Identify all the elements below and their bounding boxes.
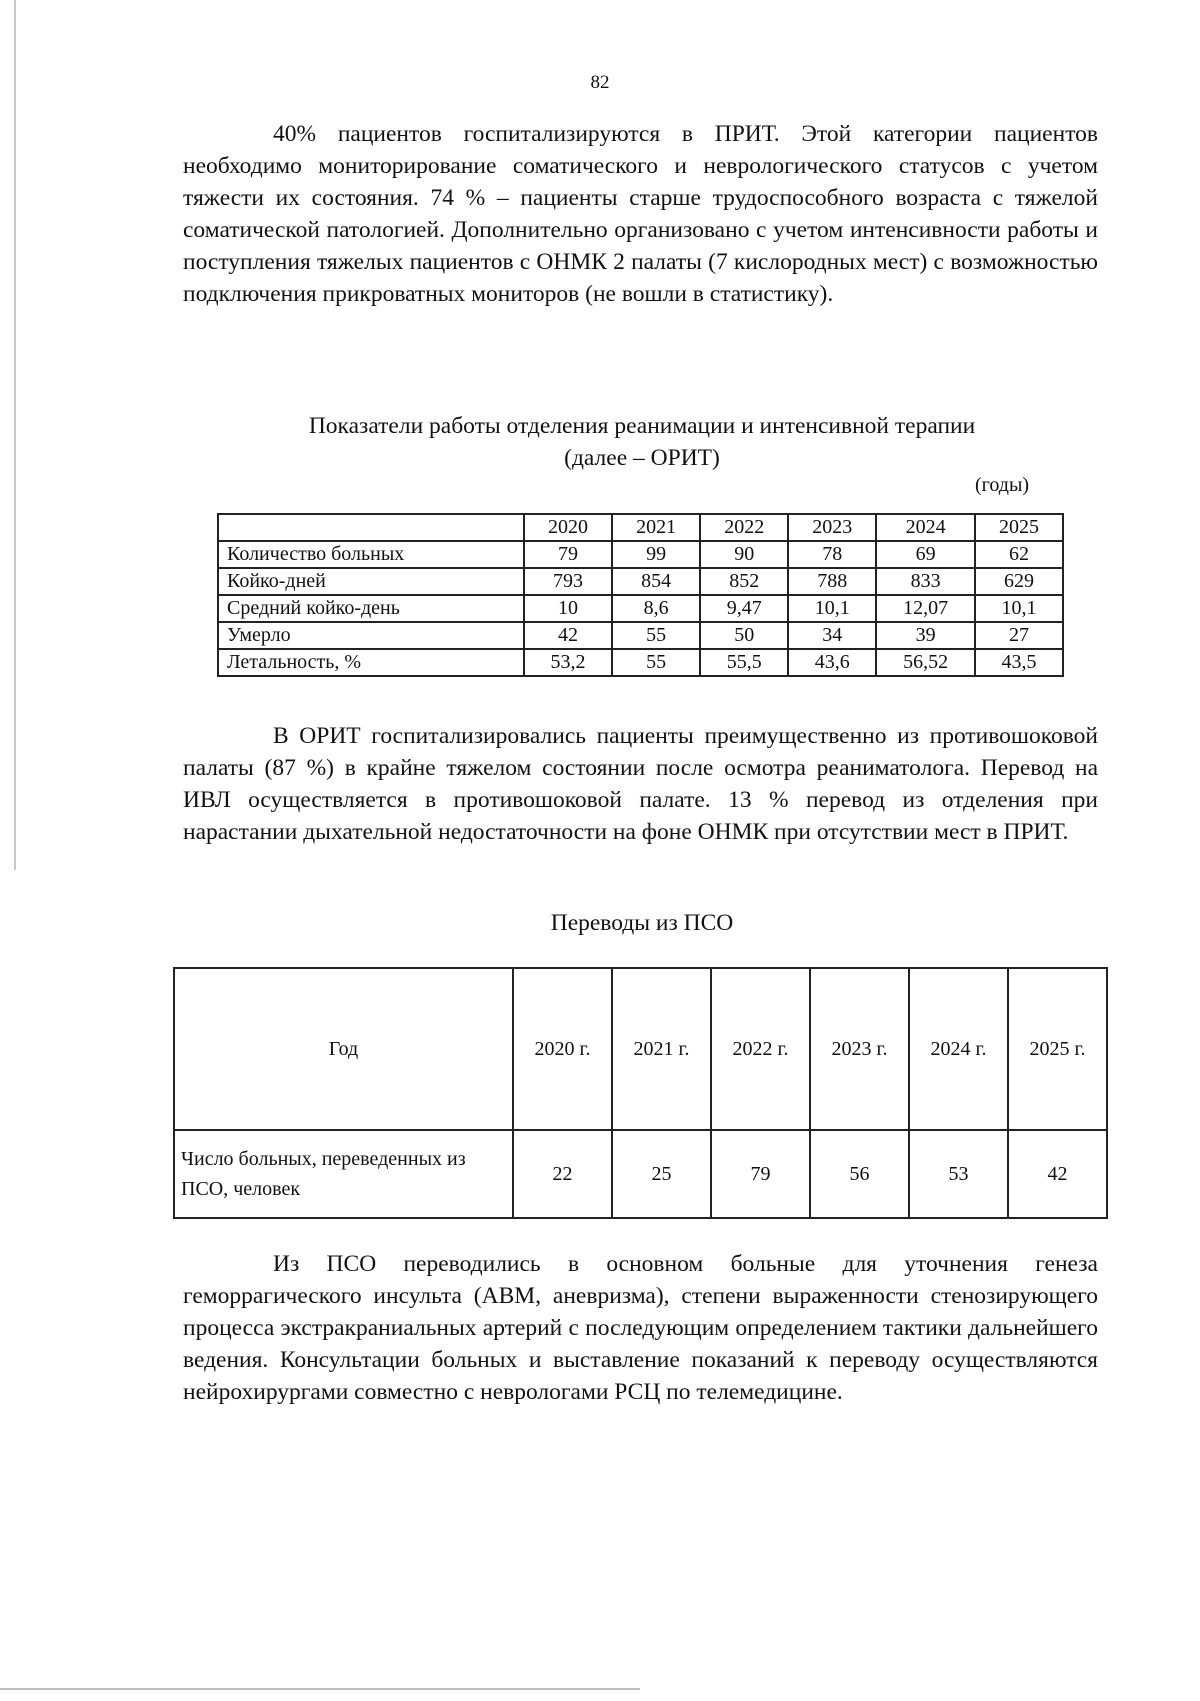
- table-cell: 788: [788, 568, 876, 595]
- table2-header-row: [174, 968, 1107, 1130]
- table-cell: 629: [975, 568, 1063, 595]
- table-cell: 79: [524, 541, 612, 568]
- table-cell: 55: [612, 622, 700, 649]
- table2-year-header: 2022 г.: [711, 968, 810, 1130]
- table-cell: 8,6: [612, 595, 700, 622]
- row-label: Летальность, %: [218, 649, 524, 676]
- table2-year-header: 2024 г.: [909, 968, 1008, 1130]
- table1-corner-cell: [218, 514, 524, 541]
- row-label: Количество больных: [218, 541, 524, 568]
- table2-header-label: Год: [174, 968, 513, 1130]
- paragraph-pso: Из ПСО переводились в основном больные для уточнения генеза геморрагического инсульта (АВМ, аневризма), степени выраженности стенозирующего процесса экстракраниальных артерий с последующим определением тактики дальнейшего ведения. Консультации больных и выставление показаний к переводу осуществляются нейрохирургами совместно с неврологами РСЦ по телемедицине.: [183, 1251, 1098, 1405]
- orit-indicators-table: [217, 513, 1064, 677]
- table-cell: 79: [711, 1130, 810, 1218]
- table1-caption-line2: (далее – ОРИТ): [564, 445, 720, 471]
- table2-caption: Переводы из ПСО: [550, 910, 734, 936]
- table-cell: 56,52: [876, 649, 975, 676]
- row-label: Число больных, переведенных из ПСО, человек: [174, 1130, 513, 1218]
- table-cell: 43,6: [788, 649, 876, 676]
- table-cell: 833: [876, 568, 975, 595]
- table1-year-header: 2024: [876, 514, 975, 541]
- table-cell: 793: [524, 568, 612, 595]
- pso-transfers-table: [173, 967, 1108, 1219]
- table1-caption: [42, 410, 1200, 474]
- table-cell: 12,07: [876, 595, 975, 622]
- table-cell: 69: [876, 541, 975, 568]
- table-cell: 27: [975, 622, 1063, 649]
- row-label: Умерло: [218, 622, 524, 649]
- table-cell: 55: [612, 649, 700, 676]
- scan-margin-line: [14, 0, 16, 870]
- table2-year-header: 2025 г.: [1008, 968, 1107, 1130]
- table-row: [218, 622, 1063, 649]
- table-cell: 42: [524, 622, 612, 649]
- table-cell: 852: [700, 568, 788, 595]
- table-cell: 42: [1008, 1130, 1107, 1218]
- page-number: 82: [590, 72, 610, 93]
- table-row: [218, 541, 1063, 568]
- table-cell: 99: [612, 541, 700, 568]
- table-cell: 53: [909, 1130, 1008, 1218]
- table2-year-header: 2020 г.: [513, 968, 612, 1130]
- table-row: [218, 649, 1063, 676]
- table1-year-header: 2022: [700, 514, 788, 541]
- table-cell: 62: [975, 541, 1063, 568]
- table-cell: 854: [612, 568, 700, 595]
- table-cell: 25: [612, 1130, 711, 1218]
- table-cell: 39: [876, 622, 975, 649]
- table-row: [174, 1130, 1107, 1218]
- table-cell: 90: [700, 541, 788, 568]
- table-cell: 50: [700, 622, 788, 649]
- table1-header-row: [218, 514, 1063, 541]
- table-cell: 9,47: [700, 595, 788, 622]
- table-cell: 53,2: [524, 649, 612, 676]
- table-cell: 55,5: [700, 649, 788, 676]
- paragraph-orit: В ОРИТ госпитализировались пациенты преимущественно из противошоковой палаты (87 %) в крайне тяжелом состоянии после осмотра реаниматолога. Перевод на ИВЛ осуществляется в противошоковой палате. 13 % перевод из отделения при нарастании дыхательной недостаточности на фоне ОНМК при отсутствии мест в ПРИТ.: [183, 723, 1098, 845]
- scan-bottom-line: [0, 1688, 640, 1690]
- table-cell: 43,5: [975, 649, 1063, 676]
- paragraph-prit: 40% пациентов госпитализируются в ПРИТ. Этой категории пациентов необходимо мониторирование соматического и неврологического статусов с учетом тяжести их состояния. 74 % – пациенты старше трудоспособного возраста с тяжелой соматической патологией. Дополнительно организовано с учетом интенсивности работы и поступления тяжелых пациентов с ОНМК 2 палаты (7 кислородных мест) с возможностью подключения прикроватных мониторов (не вошли в статистику).: [183, 121, 1098, 307]
- table1-caption-line1: Показатели работы отделения реанимации и интенсивной терапии: [308, 413, 976, 439]
- table-cell: 10: [524, 595, 612, 622]
- table1-year-header: 2025: [975, 514, 1063, 541]
- table-row: [218, 595, 1063, 622]
- table-cell: 10,1: [975, 595, 1063, 622]
- table1-year-header: 2023: [788, 514, 876, 541]
- table-cell: 10,1: [788, 595, 876, 622]
- table1-units: (годы): [975, 474, 1030, 496]
- table-row: [218, 568, 1063, 595]
- row-label: Койко-дней: [218, 568, 524, 595]
- table-cell: 22: [513, 1130, 612, 1218]
- table-cell: 78: [788, 541, 876, 568]
- table1-year-header: 2021: [612, 514, 700, 541]
- table2-year-header: 2023 г.: [810, 968, 909, 1130]
- table-cell: 56: [810, 1130, 909, 1218]
- table-cell: 34: [788, 622, 876, 649]
- table2-year-header: 2021 г.: [612, 968, 711, 1130]
- table1-year-header: 2020: [524, 514, 612, 541]
- row-label: Средний койко-день: [218, 595, 524, 622]
